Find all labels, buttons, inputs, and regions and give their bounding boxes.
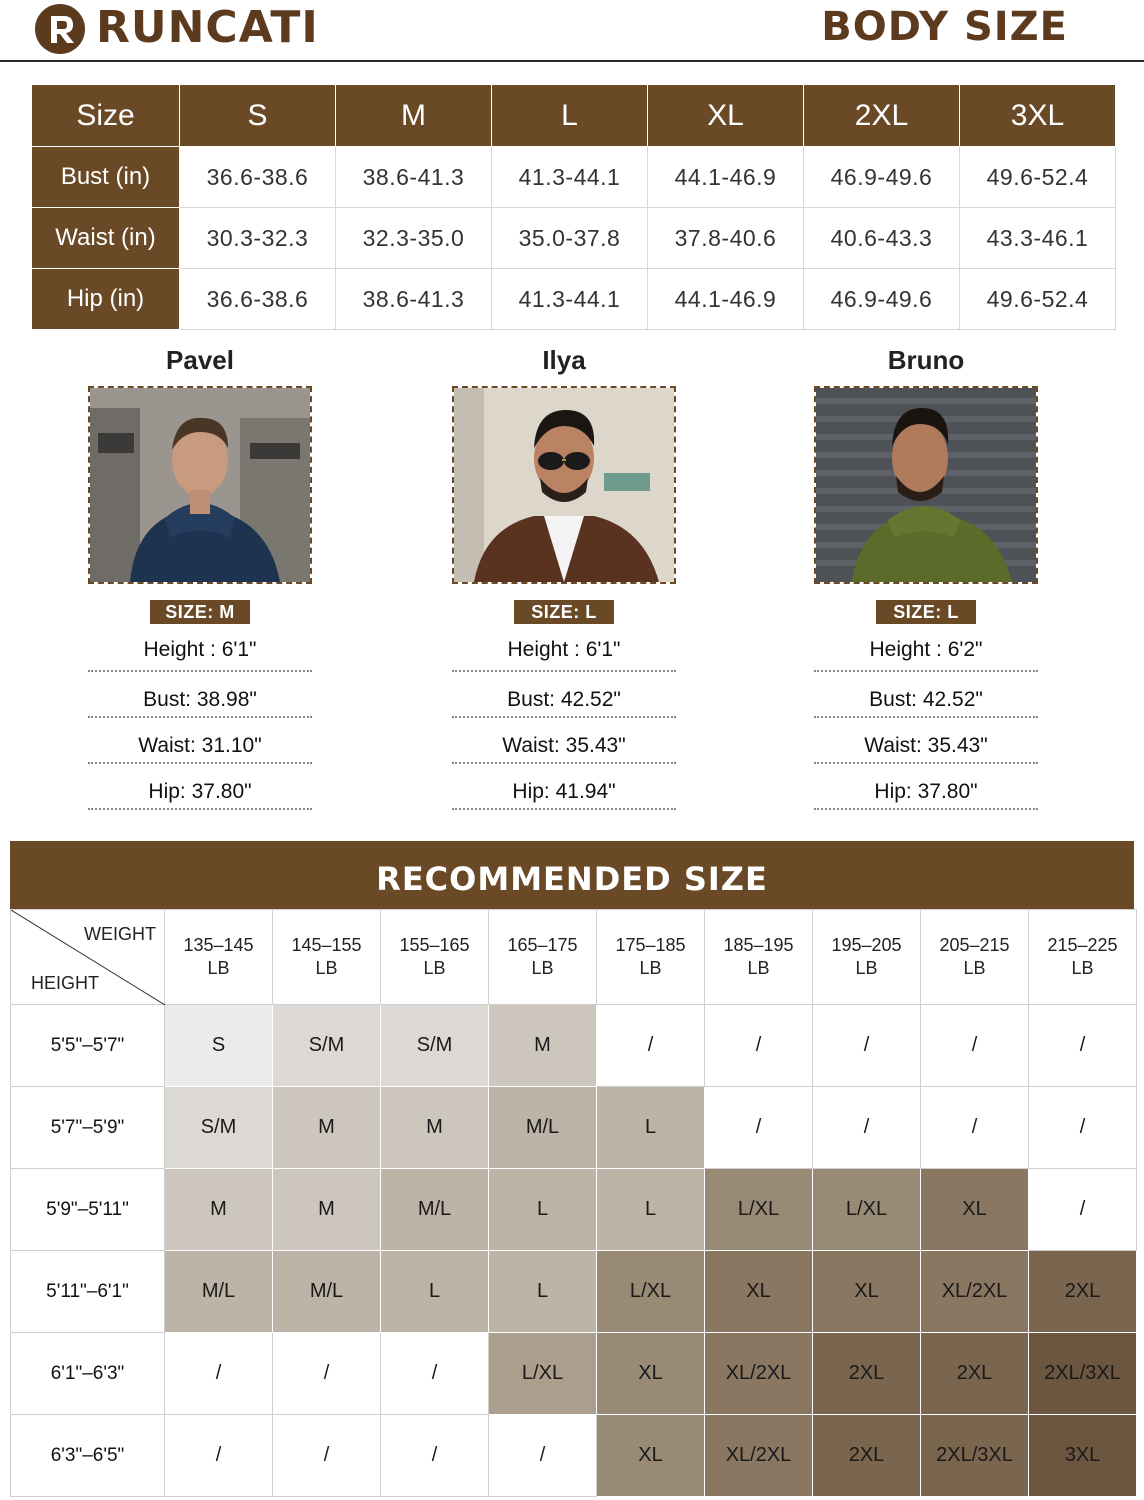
weight-header <box>381 910 489 1005</box>
model-name: Pavel <box>166 345 234 375</box>
model-photo-image <box>454 388 674 582</box>
weight-header <box>1029 910 1137 1005</box>
size-header-s: S <box>180 85 336 147</box>
table-cell: 49.6-52.4 <box>960 147 1116 208</box>
recommended-size-cell: XL <box>921 1169 1029 1251</box>
recommended-size-cell: L/XL <box>597 1251 705 1333</box>
size-header-l: L <box>492 85 648 147</box>
model-photo-image <box>90 388 310 582</box>
model-bust: Bust: 42.52" <box>452 672 676 718</box>
bust-row <box>32 147 1116 208</box>
weight-header-row <box>11 910 1137 1005</box>
runcati-logo-icon <box>34 3 86 55</box>
table-cell: 44.1-46.9 <box>648 269 804 330</box>
weight-range: 175–185 <box>615 935 686 955</box>
model-photo <box>814 386 1038 584</box>
weight-range: 155–165 <box>399 935 470 955</box>
recommended-size-cell: XL <box>813 1251 921 1333</box>
height-range: 5'5"–5'7" <box>11 1005 165 1087</box>
weight-unit: LB <box>639 958 662 978</box>
weight-unit: LB <box>315 958 338 978</box>
recommended-size-cell: / <box>813 1005 921 1087</box>
recommended-size-cell: XL/2XL <box>921 1251 1029 1333</box>
weight-range: 215–225 <box>1047 935 1118 955</box>
table-cell: 38.6-41.3 <box>336 147 492 208</box>
model-bust: Bust: 42.52" <box>814 672 1038 718</box>
recommended-size-cell: M/L <box>489 1087 597 1169</box>
table-cell: 41.3-44.1 <box>492 147 648 208</box>
model-photo <box>452 386 676 584</box>
page-header <box>0 0 1144 62</box>
recommended-size-cell: 2XL <box>813 1333 921 1415</box>
model-height: Height : 6'1" <box>88 624 312 672</box>
model-waist: Waist: 31.10" <box>88 718 312 764</box>
model-size-badge: SIZE: L <box>514 600 614 624</box>
height-range: 5'7"–5'9" <box>11 1087 165 1169</box>
table-cell: 41.3-44.1 <box>492 269 648 330</box>
recommended-size-cell: / <box>165 1333 273 1415</box>
recommended-size-cell: / <box>597 1005 705 1087</box>
recommended-size-table <box>10 909 1137 1497</box>
table-cell: 36.6-38.6 <box>180 147 336 208</box>
model-size-badge: SIZE: M <box>150 600 250 624</box>
table-cell: 32.3-35.0 <box>336 208 492 269</box>
recommended-size-cell: / <box>165 1415 273 1497</box>
weight-header <box>597 910 705 1005</box>
size-corner-cell: Size <box>32 85 180 147</box>
recommended-size-cell: M <box>165 1169 273 1251</box>
recommended-size-cell: / <box>813 1087 921 1169</box>
weight-unit: LB <box>747 958 770 978</box>
weight-unit: LB <box>531 958 554 978</box>
recommended-size-cell: M/L <box>273 1251 381 1333</box>
weight-unit: LB <box>207 958 230 978</box>
recommended-size-cell: / <box>381 1415 489 1497</box>
model-height: Height : 6'2" <box>814 624 1038 672</box>
recommended-size-cell: / <box>921 1087 1029 1169</box>
recommended-size-cell: 2XL <box>921 1333 1029 1415</box>
weight-header <box>165 910 273 1005</box>
size-header-2xl: 2XL <box>804 85 960 147</box>
recommended-size-cell: / <box>489 1415 597 1497</box>
table-cell: 40.6-43.3 <box>804 208 960 269</box>
height-range: 5'9"–5'11" <box>11 1169 165 1251</box>
recommended-size-cell: L <box>597 1169 705 1251</box>
weight-range: 145–155 <box>291 935 362 955</box>
recommended-size-cell: XL <box>705 1251 813 1333</box>
model-hip: Hip: 41.94" <box>452 764 676 810</box>
model-card-ilya <box>452 340 676 810</box>
table-row <box>11 1005 1137 1087</box>
size-header-m: M <box>336 85 492 147</box>
size-header-row <box>32 85 1116 147</box>
recommended-size-cell: 3XL <box>1029 1415 1137 1497</box>
weight-range: 135–145 <box>183 935 254 955</box>
hip-row <box>32 269 1116 330</box>
table-cell: 35.0-37.8 <box>492 208 648 269</box>
recommended-size-cell: S/M <box>165 1087 273 1169</box>
model-hip: Hip: 37.80" <box>814 764 1038 810</box>
weight-height-corner <box>11 910 165 1005</box>
waist-row <box>32 208 1116 269</box>
recommended-size-cell: S/M <box>273 1005 381 1087</box>
table-cell: 46.9-49.6 <box>804 147 960 208</box>
recommended-size-cell: S <box>165 1005 273 1087</box>
model-card-pavel <box>88 340 312 810</box>
recommended-size-cell: / <box>705 1087 813 1169</box>
recommended-size-cell: L/XL <box>705 1169 813 1251</box>
weight-range: 205–215 <box>939 935 1010 955</box>
recommended-size-cell: XL/2XL <box>705 1415 813 1497</box>
size-header-xl: XL <box>648 85 804 147</box>
table-cell: 30.3-32.3 <box>180 208 336 269</box>
recommended-size-cell: S/M <box>381 1005 489 1087</box>
recommended-size-cell: M/L <box>165 1251 273 1333</box>
weight-header <box>705 910 813 1005</box>
recommended-size-cell: / <box>1029 1169 1137 1251</box>
weight-range: 165–175 <box>507 935 578 955</box>
recommended-size-cell: M <box>273 1169 381 1251</box>
recommended-size-cell: XL <box>597 1415 705 1497</box>
table-cell: 38.6-41.3 <box>336 269 492 330</box>
row-label-waist: Waist (in) <box>32 208 180 269</box>
recommended-size-cell: L <box>597 1087 705 1169</box>
recommended-size-cell: M <box>489 1005 597 1087</box>
height-range: 6'1"–6'3" <box>11 1333 165 1415</box>
table-row <box>11 1415 1137 1497</box>
page-title: BODY SIZE <box>821 4 1068 50</box>
weight-unit: LB <box>423 958 446 978</box>
recommended-size-cell: / <box>1029 1087 1137 1169</box>
weight-header <box>273 910 381 1005</box>
table-cell: 44.1-46.9 <box>648 147 804 208</box>
size-header-3xl: 3XL <box>960 85 1116 147</box>
recommended-size-cell: / <box>381 1333 489 1415</box>
model-hip: Hip: 37.80" <box>88 764 312 810</box>
model-name: Ilya <box>542 345 586 375</box>
model-size-badge: SIZE: L <box>876 600 976 624</box>
recommended-size-cell: L/XL <box>813 1169 921 1251</box>
table-row <box>11 1251 1137 1333</box>
weight-axis-label: WEIGHT <box>84 924 156 944</box>
model-waist: Waist: 35.43" <box>452 718 676 764</box>
recommended-size-cell: M <box>273 1087 381 1169</box>
recommended-size-cell: 2XL <box>813 1415 921 1497</box>
model-height: Height : 6'1" <box>452 624 676 672</box>
model-photo <box>88 386 312 584</box>
weight-range: 185–195 <box>723 935 794 955</box>
weight-header <box>489 910 597 1005</box>
recommended-size-cell: 2XL <box>1029 1251 1137 1333</box>
table-cell: 49.6-52.4 <box>960 269 1116 330</box>
table-row <box>11 1333 1137 1415</box>
recommended-size-cell: M/L <box>381 1169 489 1251</box>
recommended-size-cell: 2XL/3XL <box>1029 1333 1137 1415</box>
body-size-table <box>31 84 1116 330</box>
weight-unit: LB <box>855 958 878 978</box>
height-range: 5'11"–6'1" <box>11 1251 165 1333</box>
recommended-size-cell: XL/2XL <box>705 1333 813 1415</box>
model-card-bruno <box>814 340 1038 810</box>
table-row <box>11 1087 1137 1169</box>
table-row <box>11 1169 1137 1251</box>
row-label-hip: Hip (in) <box>32 269 180 330</box>
weight-unit: LB <box>963 958 986 978</box>
recommended-size-cell: / <box>273 1333 381 1415</box>
table-cell: 43.3-46.1 <box>960 208 1116 269</box>
weight-header <box>813 910 921 1005</box>
model-name: Bruno <box>887 345 965 375</box>
model-waist: Waist: 35.43" <box>814 718 1038 764</box>
weight-range: 195–205 <box>831 935 902 955</box>
recommended-size-title: RECOMMENDED SIZE <box>10 841 1134 909</box>
table-cell: 37.8-40.6 <box>648 208 804 269</box>
recommended-size-cell: / <box>1029 1005 1137 1087</box>
recommended-size-cell: / <box>705 1005 813 1087</box>
weight-header <box>921 910 1029 1005</box>
weight-unit: LB <box>1071 958 1094 978</box>
row-label-bust: Bust (in) <box>32 147 180 208</box>
recommended-size-cell: L/XL <box>489 1333 597 1415</box>
height-range: 6'3"–6'5" <box>11 1415 165 1497</box>
model-bust: Bust: 38.98" <box>88 672 312 718</box>
recommended-size-cell: L <box>489 1169 597 1251</box>
recommended-size-cell: L <box>489 1251 597 1333</box>
recommended-size-cell: / <box>273 1415 381 1497</box>
height-axis-label: HEIGHT <box>31 973 100 993</box>
table-cell: 46.9-49.6 <box>804 269 960 330</box>
recommended-size-cell: L <box>381 1251 489 1333</box>
recommended-size-cell: 2XL/3XL <box>921 1415 1029 1497</box>
model-photo-image <box>816 388 1036 582</box>
table-cell: 36.6-38.6 <box>180 269 336 330</box>
brand-name: RUNCATI <box>96 2 319 53</box>
recommended-size-cell: XL <box>597 1333 705 1415</box>
recommended-size-cell: / <box>921 1005 1029 1087</box>
recommended-size-cell: M <box>381 1087 489 1169</box>
